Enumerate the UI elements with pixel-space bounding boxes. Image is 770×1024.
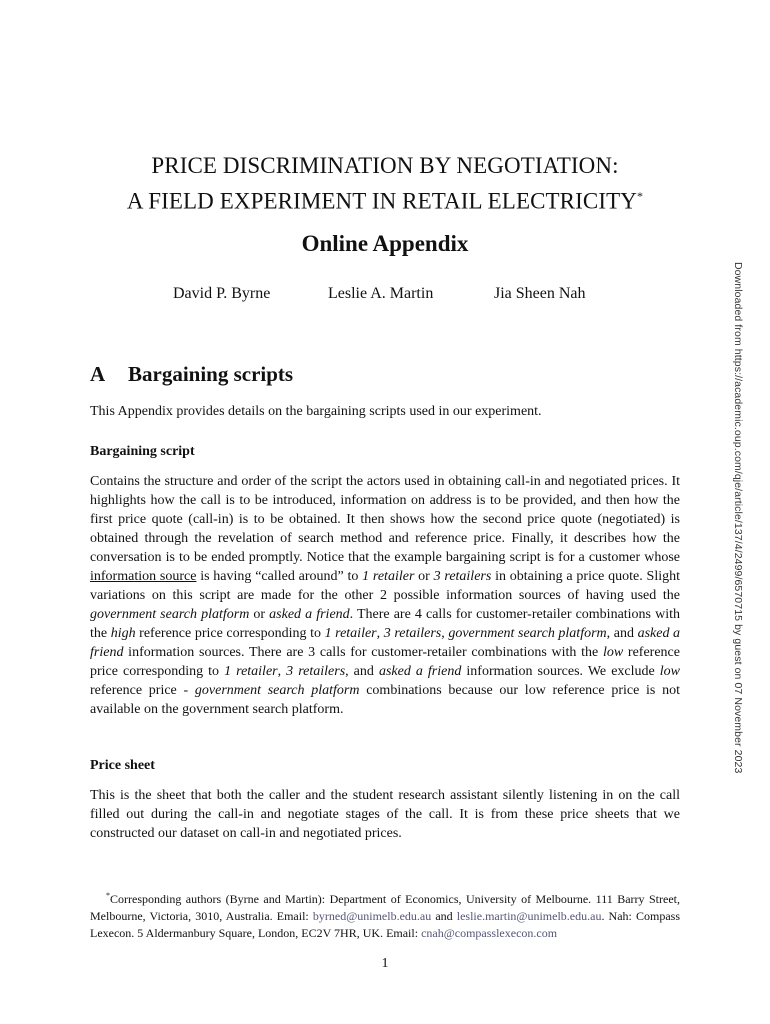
title-line-2 — [60, 181, 710, 217]
title-line-1: PRICE DISCRIMINATION BY NEGOTIATION: — [151, 153, 619, 178]
footnote-mark: * — [106, 891, 110, 900]
bargaining-script-paragraph — [90, 472, 680, 719]
paper-title — [60, 150, 710, 217]
footnote-text: Corresponding authors (Byrne and Martin): Department of Economics, University of Melbourne. 111 Barry Street, Melbourne, Victoria, 3010, Australia. Email: — [90, 892, 680, 923]
text-run: , and — [345, 664, 379, 679]
italic-term: asked a friend — [378, 664, 462, 679]
text-run: . There are 4 calls for customer-retailer combinations with the — [90, 607, 680, 641]
text-run: combinations because our low reference price is not available on the government search platform. — [90, 683, 680, 717]
italic-term: asked a friend — [269, 607, 350, 622]
footnote — [90, 887, 680, 942]
author-byrne: David P. Byrne — [173, 285, 271, 302]
appendix-subtitle: Online Appendix — [301, 231, 469, 256]
author-martin: Leslie A. Martin — [328, 285, 434, 302]
price-sheet-heading: Price sheet — [90, 758, 155, 773]
text-run: reference price corresponding to — [90, 645, 680, 679]
text-run: reference price corresponding to — [135, 626, 325, 641]
italic-term: 1 retailer — [362, 569, 415, 584]
download-watermark: Downloaded from https://academic.oup.com/qje/article/137/4/2499/6570715 by guest on 07 November 2023 — [732, 262, 744, 774]
text-run: , and — [606, 626, 638, 641]
text-run: information sources. We exclude — [461, 664, 660, 679]
italic-term: government search platform — [448, 626, 607, 641]
text-run: or — [414, 569, 434, 584]
italic-term: 3 retailers — [433, 569, 492, 584]
text-run: reference price - — [90, 683, 195, 698]
footnote-text: and — [431, 909, 457, 923]
email-link-byrne[interactable]: byrned@unimelb.edu.au — [312, 909, 432, 923]
footnote-text: . Nah: Compass Lexecon. 5 Aldermanbury Square, London, EC2V 7HR, UK. Email: — [90, 909, 680, 940]
text-run: or — [249, 607, 270, 622]
italic-term: low — [602, 645, 624, 660]
email-link-martin[interactable]: leslie.martin@unimelb.edu.au — [456, 909, 602, 923]
italic-term: 1 retailer — [224, 664, 278, 679]
italic-term: asked a friend — [90, 626, 681, 660]
italic-term: 3 retailers — [383, 626, 442, 641]
text-run: Contains the structure and order of the script the actors used in obtaining call-in and negotiated prices. It highlights how the call is to be introduced, information on address is to be provided, and then how the first price quote (call-in) is to be obtained. It then shows how the second price quote (negotiated) is obtained through the revelation of search method and reference price. Finally, it describes how the conversation is to be ended promptly. Notice that the example bargaining script is for a customer whose — [90, 474, 680, 565]
italic-term: 1 retailer — [324, 626, 377, 641]
italic-term: 3 retailers — [286, 664, 346, 679]
text-run: in obtaining a price quote. Slight variations on this script are made for the other 2 possible information sources of having used the — [90, 569, 680, 603]
italic-term: government search platform — [194, 683, 360, 698]
page-number: 1 — [381, 956, 389, 971]
italic-term: high — [110, 626, 136, 641]
text-run: information sources. There are 3 calls for customer-retailer combinations with the — [123, 645, 603, 660]
section-title: Bargaining scripts — [128, 362, 294, 386]
text-run: is having “called around” to — [196, 569, 363, 584]
text-run: , — [376, 626, 384, 641]
author-nah: Jia Sheen Nah — [494, 285, 586, 302]
intro-paragraph: This Appendix provides details on the bargaining scripts used in our experiment. — [90, 404, 542, 419]
bargaining-script-heading: Bargaining script — [90, 444, 195, 459]
title-line-2-text: A FIELD EXPERIMENT IN RETAIL ELECTRICITY — [126, 188, 637, 214]
section-number: A — [90, 362, 106, 386]
title-footnote-mark: * — [636, 189, 644, 203]
underlined-term: information source — [90, 569, 197, 584]
price-sheet-paragraph: This is the sheet that both the caller and the student research assistant silently listening in on the call filled out during the call-in and negotiate stages of the call. It is from these price sheets that we constructed our dataset on call-in and negotiated prices. — [90, 788, 680, 841]
text-run: , — [277, 664, 287, 679]
italic-term: low — [659, 664, 681, 679]
section-heading — [90, 362, 293, 387]
email-link-nah[interactable]: cnah@compasslexecon.com — [421, 926, 558, 940]
italic-term: government search platform — [90, 607, 250, 622]
text-run: , — [441, 626, 449, 641]
